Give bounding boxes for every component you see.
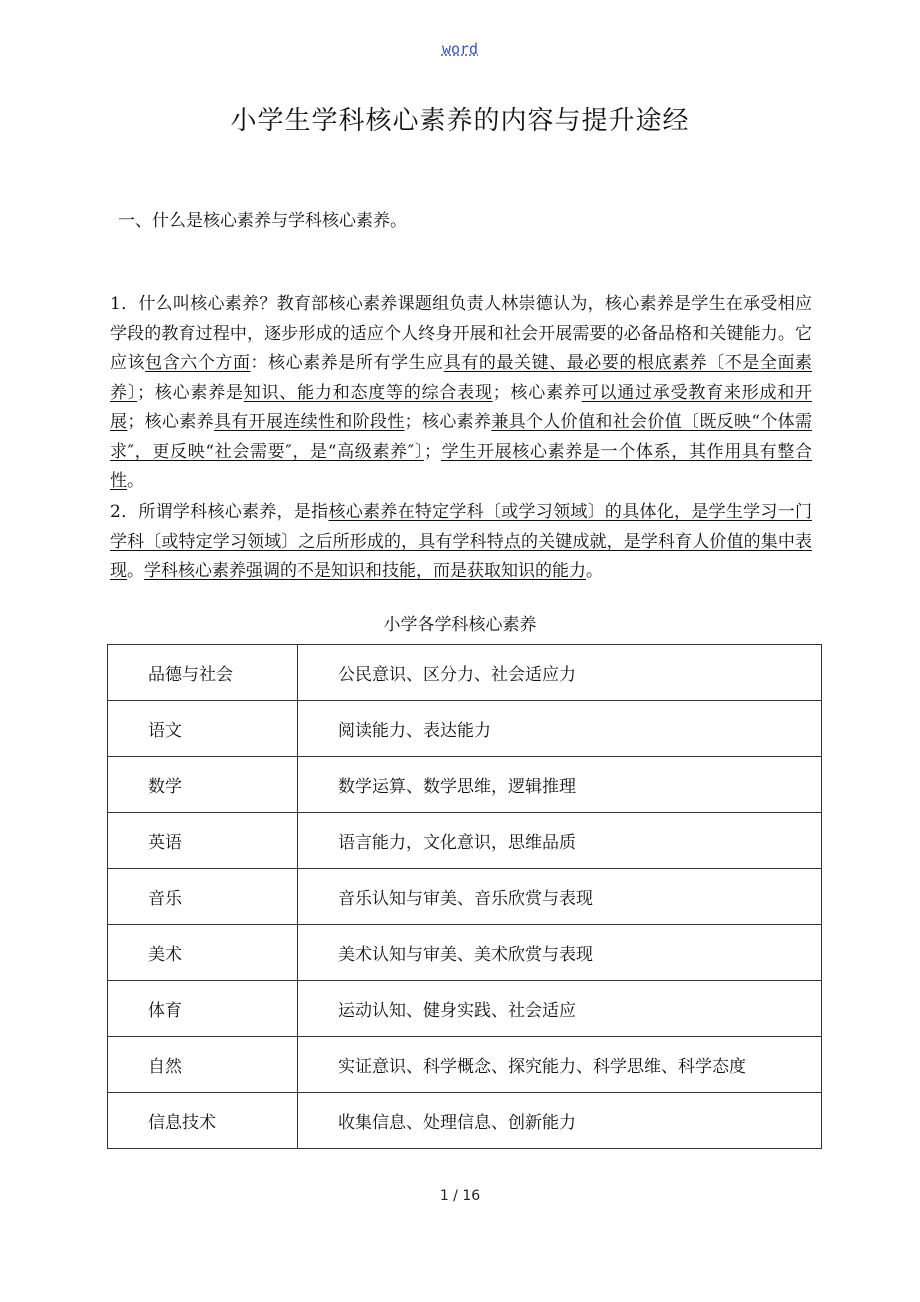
table-row xyxy=(108,869,822,925)
p1-text-4: ；核心素养 xyxy=(492,382,582,403)
competencies-cell: 运动认知、健身实践、社会适应 xyxy=(298,981,822,1037)
table-caption: 小学各学科核心素养 xyxy=(383,615,537,635)
p1-underline-3: 知识、能力和态度等的综合表现 xyxy=(243,382,493,403)
p1-underline-2: 具有的最关键、最必要的根底素养〔不是全面素养〕 xyxy=(110,353,813,403)
subject-cell: 品德与社会 xyxy=(108,645,298,701)
p1-underline-7: 学生开展核心素养是一个体系，其作用具有整合性 xyxy=(110,441,812,491)
subject-cell: 体育 xyxy=(108,981,298,1037)
subject-cell: 数学 xyxy=(108,757,298,813)
p1-text-6: ；核心素养 xyxy=(404,412,492,432)
competencies-cell: 实证意识、科学概念、探究能力、科学思维、科学态度 xyxy=(298,1037,822,1093)
p1-underline-4: 可以通过承受教育来形成和开展 xyxy=(110,382,813,432)
subject-cell: 信息技术 xyxy=(108,1093,298,1149)
document-title: 小学生学科核心素养的内容与提升途经 xyxy=(230,106,690,136)
p2-underline-2: 学科核心素养强调的不是知识和技能，而是获取知识的能力 xyxy=(144,561,586,581)
table-row xyxy=(108,925,822,981)
competencies-cell: 语言能力，文化意识，思维品质 xyxy=(298,813,822,869)
p1-text-1: 1．什么叫核心素养？教育部核心素养课题组负责人林崇德认为，核心素养是学生在承受相应学段的教育过程中，逐步形成的适应个人终身开展和社会开展需要的必备品格和关键能力。它应该 xyxy=(110,294,812,373)
table-row xyxy=(108,813,822,869)
p2-underline-1: 核心素养在特定学科〔或学习领域〕的具体化，是学生学习一门学科〔或特定学习领域〕之后所形成的，具有学科特点的关键成就，是学科育人价值的集中表现 xyxy=(110,502,812,581)
table-row xyxy=(108,645,822,701)
p1-text-8: 。 xyxy=(127,471,144,491)
p1-text-5: ；核心素养 xyxy=(127,412,215,432)
page-number: 1 / 16 xyxy=(439,1188,481,1204)
competencies-cell: 美术认知与审美、美术欣赏与表现 xyxy=(298,925,822,981)
competencies-cell: 阅读能力、表达能力 xyxy=(298,701,822,757)
p1-underline-5: 具有开展连续性和阶段性 xyxy=(214,412,405,432)
competencies-cell: 数学运算、数学思维，逻辑推理 xyxy=(298,757,822,813)
table-row xyxy=(108,1037,822,1093)
table-row xyxy=(108,1093,822,1149)
p1-text-7: ； xyxy=(423,441,441,462)
p2-text-1: 2．所谓学科核心素养，是指 xyxy=(110,502,329,522)
paragraph-subject-literacy xyxy=(110,498,812,587)
subject-cell: 语文 xyxy=(108,701,298,757)
competencies-cell: 音乐认知与审美、音乐欣赏与表现 xyxy=(298,869,822,925)
section-heading: 一、什么是核心素养与学科核心素养。 xyxy=(118,211,407,231)
table-row xyxy=(108,981,822,1037)
p1-text-2: ：核心素养是所有学生应 xyxy=(250,353,444,373)
subject-cell: 美术 xyxy=(108,925,298,981)
paragraph-core-literacy xyxy=(110,290,812,497)
p1-underline-6: 兼具个人价值和社会价值〔既反映“个体需求″，更反映“社会需要″，是“高级素养″〕 xyxy=(110,412,813,462)
p1-underline-1: 包含六个方面 xyxy=(145,353,251,373)
subjects-table xyxy=(107,644,822,1149)
subject-cell: 自然 xyxy=(108,1037,298,1093)
competencies-cell: 公民意识、区分力、社会适应力 xyxy=(298,645,822,701)
p2-text-3: 。 xyxy=(586,561,603,581)
subject-cell: 音乐 xyxy=(108,869,298,925)
header-word-link[interactable]: word xyxy=(441,40,479,58)
p1-text-3: ；核心素养是 xyxy=(137,382,244,403)
p2-text-2: 。 xyxy=(127,561,144,581)
subject-cell: 英语 xyxy=(108,813,298,869)
table-row xyxy=(108,701,822,757)
table-row xyxy=(108,757,822,813)
competencies-cell: 收集信息、处理信息、创新能力 xyxy=(298,1093,822,1149)
